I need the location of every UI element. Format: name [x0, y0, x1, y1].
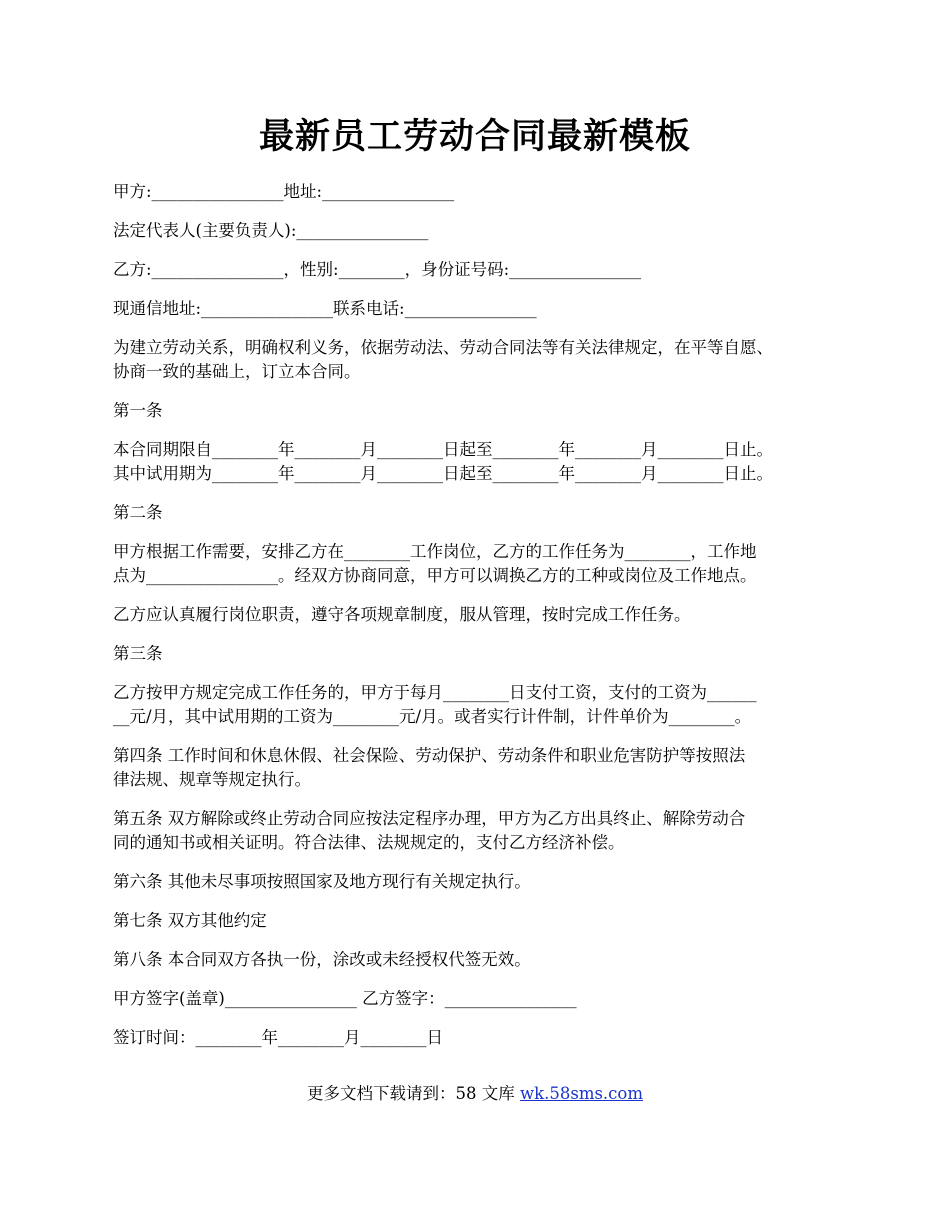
article-3-line-1: 乙方按甲方规定完成工作任务的，甲方于每月________日支付工资，支付的工资为______: [113, 683, 757, 702]
article-2-heading: 第二条: [113, 503, 163, 522]
article-3-paragraph: [113, 681, 837, 729]
footer-text: 更多文档下载请到：58 文库: [306, 1084, 520, 1103]
party-b-line: 乙方:________________，性别:________，身份证号码:________________: [113, 260, 642, 279]
footer-link[interactable]: wk.58sms.com: [519, 1084, 643, 1103]
article-4-line-2: 律法规、规章等规定执行。: [113, 770, 311, 789]
legal-representative-line: 法定代表人(主要负责人):________________: [113, 221, 429, 240]
article-1-heading: 第一条: [113, 401, 163, 420]
preamble-line-1: 为建立劳动关系，明确权利义务，依据劳动法、劳动合同法等有关法律规定，在平等自愿、: [113, 338, 773, 357]
article-3-heading: 第三条: [113, 644, 163, 663]
article-6-paragraph: 第六条 其他未尽事项按照国家及地方现行有关规定执行。: [113, 872, 531, 891]
duties-paragraph: 乙方应认真履行岗位职责，遵守各项规章制度，服从管理，按时完成工作任务。: [113, 605, 691, 624]
article-3-line-2: __元/月，其中试用期的工资为________元/月。或者实行计件制，计件单价为________。: [113, 707, 752, 726]
article-7-paragraph: 第七条 双方其他约定: [113, 911, 267, 930]
article-2-line-1: 甲方根据工作需要，安排乙方在________工作岗位，乙方的工作任务为________，工作地: [113, 542, 757, 561]
article-4-paragraph: [113, 744, 837, 792]
article-2-paragraph: [113, 540, 837, 588]
preamble-line-2: 协商一致的基础上，订立本合同。: [113, 362, 361, 381]
contract-term-line: 本合同期限自________年________月________日起至________年________月________日止。: [113, 440, 773, 459]
article-8-paragraph: 第八条 本合同双方各执一份，涂改或未经授权代签无效。: [113, 950, 531, 969]
preamble-paragraph: [113, 336, 837, 384]
article-2-line-2: 点为________________。经双方协商同意，甲方可以调换乙方的工种或岗位及工作地点。: [113, 566, 757, 585]
article-5-line-2: 同的通知书或相关证明。符合法律、法规规定的，支付乙方经济补偿。: [113, 833, 625, 852]
document-body: [113, 180, 837, 1050]
article-1-paragraph: [113, 438, 837, 486]
party-a-line: 甲方:________________地址:________________: [113, 182, 455, 201]
contact-line: 现通信地址:________________联系电话:________________: [113, 299, 537, 318]
page-footer: [0, 1082, 950, 1106]
article-4-line-1: 第四条 工作时间和休息休假、社会保险、劳动保护、劳动条件和职业危害防护等按照法: [113, 746, 746, 765]
article-5-line-1: 第五条 双方解除或终止劳动合同应按法定程序办理，甲方为乙方出具终止、解除劳动合: [113, 809, 746, 828]
probation-term-line: 其中试用期为________年________月________日起至________年________月________日止。: [113, 464, 773, 483]
signature-line: 甲方签字(盖章)________________ 乙方签字：________________: [113, 989, 577, 1008]
article-5-paragraph: [113, 807, 837, 855]
signing-date-line: 签订时间：________年________月________日: [113, 1028, 443, 1047]
document-title: 最新员工劳动合同最新模板: [258, 116, 691, 157]
